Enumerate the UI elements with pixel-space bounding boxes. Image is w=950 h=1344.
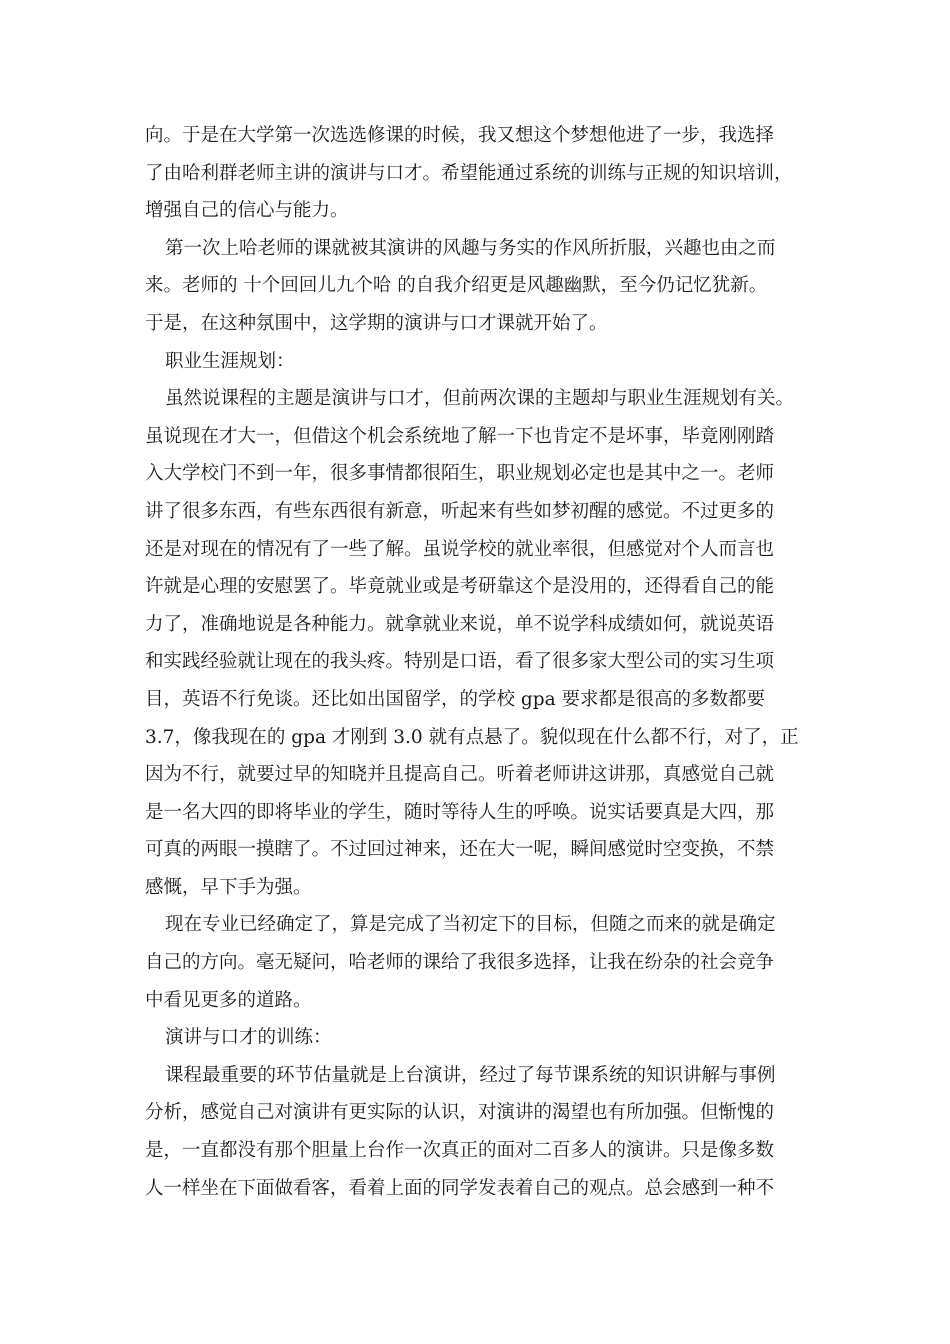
text-line: 了由哈利群老师主讲的演讲与口才。希望能通过系统的训练与正规的知识培训， [145,162,793,184]
text-line: 向。于是在大学第一次选选修课的时候，我又想这个梦想他进了一步，我选择 [145,125,775,146]
text-line: 感慨，早下手为强。 [145,876,312,898]
text-line: 虽然说课程的主题是演讲与口才，但前两次课的主题却与职业生涯规划有关。 [165,388,795,410]
text-line: 演讲与口才的训练： [165,1027,332,1049]
text-line: 目，英语不行免谈。还比如出国留学，的学校 gpa 要求都是很高的多数都要 [145,688,765,710]
text-line: 是，一直都没有那个胆量上台作一次真正的面对二百多人的演讲。只是像多数 [145,1140,775,1162]
text-line: 课程最重要的环节估量就是上台演讲，经过了每节课系统的知识讲解与事例 [165,1064,776,1086]
text-line: 力了，准确地说是各种能力。就拿就业来说，单不说学科成绩如何，就说英语 [145,613,775,635]
text-line: 因为不行，就要过早的知晓并且提高自己。听着老师讲这讲那，真感觉自己就 [145,764,775,786]
text-line: 许就是心理的安慰罢了。毕竟就业或是考研靠这个是没用的，还得看自己的能 [145,576,775,598]
text-line: 现在专业已经确定了，算是完成了当初定下的目标，但随之而来的就是确定 [165,914,776,936]
text-line: 第一次上哈老师的课就被其演讲的风趣与务实的作风所折服，兴趣也由之而 [165,237,776,259]
text-line: 讲了很多东西，有些东西很有新意，听起来有些如梦初醒的感觉。不过更多的 [145,500,775,522]
text-line: 和实践经验就让现在的我头疼。特别是口语，看了很多家大型公司的实习生项 [145,651,775,673]
text-line: 中看见更多的道路。 [145,989,312,1011]
text-line: 自己的方向。毫无疑问，哈老师的课给了我很多选择，让我在纷杂的社会竞争 [145,952,775,974]
text-line: 人一样坐在下面做看客，看着上面的同学发表着自己的观点。总会感到一种不 [145,1177,775,1199]
text-line: 来。老师的 十个回回儿九个哈 的自我介绍更是风趣幽默，至今仍记忆犹新。 [145,275,768,297]
text-line: 是一名大四的即将毕业的学生，随时等待人生的呼唤。说实话要真是大四，那 [145,801,775,823]
text-line: 可真的两眼一摸瞎了。不过回过神来，还在大一呢，瞬间感觉时空变换，不禁 [145,839,775,861]
text-line: 职业生涯规划： [165,350,295,372]
text-line: 还是对现在的情况有了一些了解。虽说学校的就业率很，但感觉对个人而言也 [145,538,775,560]
text-line: 增强自己的信心与能力。 [145,200,349,222]
text-line: 于是，在这种氛围中，这学期的演讲与口才课就开始了。 [145,312,608,334]
text-line: 3.7，像我现在的 gpa 才刚到 3.0 就有点悬了。貌似现在什么都不行，对了，正 [145,726,799,748]
text-line: 虽说现在才大一，但借这个机会系统地了解一下也肯定不是坏事，毕竟刚刚踏 [145,425,775,447]
text-line: 分析，感觉自己对演讲有更实际的认识，对演讲的渴望也有所加强。但惭愧的 [145,1102,775,1124]
body-text [145,117,810,1207]
text-line: 入大学校门不到一年，很多事情都很陌生，职业规划必定也是其中之一。老师 [145,463,775,485]
